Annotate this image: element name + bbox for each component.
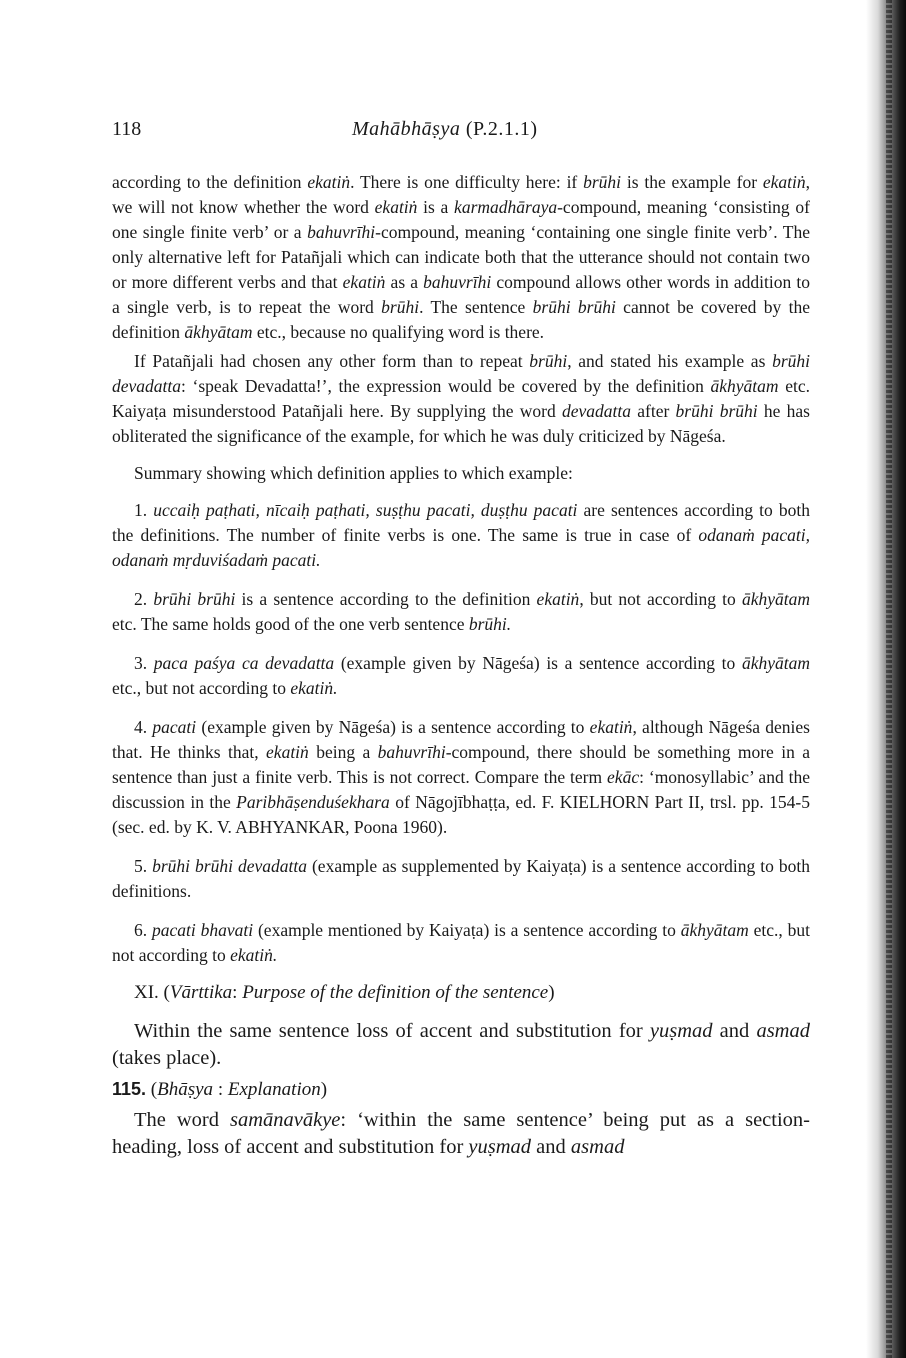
italic-term: ākhyātam <box>710 376 779 396</box>
italic-term: bahuvrīhi <box>377 742 446 762</box>
section-number: 115. <box>112 1079 147 1099</box>
italic-term: brūhi brūhi devadatta <box>152 856 307 876</box>
binding-texture <box>886 0 892 1358</box>
italic-term: brūhi brūhi <box>532 297 616 317</box>
italic-term: brūhi <box>381 297 420 317</box>
page-number: 118 <box>112 118 142 140</box>
list-item: 1. uccaiḥ paṭhati, nīcaiḥ paṭhati, suṣṭhu pacati, duṣṭhu pacati are sentences according to both the definitions. The number of finite verbs is one. The same is true in case of odanaṁ pacati, odanaṁ mṛduviśadaṁ pacati. <box>112 500 810 570</box>
italic-term: ākhyātam <box>680 920 749 940</box>
italic-term: pacati bhavati <box>152 920 254 940</box>
italic-term: Paribhāṣenduśekhara <box>236 792 390 812</box>
italic-term: pacati <box>152 717 197 737</box>
italic-term: asmad <box>756 1020 810 1042</box>
italic-term: ekatiṅ <box>589 717 633 737</box>
running-title-ref: (P.2.1.1) <box>465 118 538 140</box>
page-body <box>112 170 810 1161</box>
bhasya-label: (Bhāṣya : Explanation) <box>146 1079 328 1100</box>
italic-term: Explanation <box>227 1079 321 1100</box>
italic-term: Bhāṣya <box>157 1079 214 1100</box>
list-item: 5. brūhi brūhi devadatta (example as supplemented by Kaiyaṭa) is a sentence according to both definitions. <box>112 856 810 901</box>
paragraph: If Patañjali had chosen any other form than to repeat brūhi, and stated his example as brūhi devadatta: ‘speak Devadatta!’, the expression would be covered by the definition ākhyātam etc. Kaiyaṭa misunderstood Patañjali here. By supplying the word devadatta after brūhi brūhi he has obliterated the significance of the example, for which he was duly criticized by Nāgeśa. <box>112 351 810 446</box>
italic-term: ekatiṅ. <box>230 945 278 965</box>
page-header <box>112 118 812 146</box>
italic-term: bahuvrīhi <box>307 222 376 242</box>
running-title <box>352 118 538 141</box>
italic-term: Purpose of the definition of the sentence <box>242 982 549 1003</box>
italic-term: ekāc <box>607 767 640 787</box>
running-title-work: Mahābhāṣya <box>352 118 461 140</box>
italic-term: devadatta <box>561 401 631 421</box>
bhasya-heading <box>112 1076 810 1103</box>
italic-term: karmadhāraya <box>454 197 558 217</box>
italic-term: ekatiṅ. <box>290 678 338 698</box>
italic-term: samānavākye <box>229 1109 341 1131</box>
italic-term: bahuvrīhi <box>423 272 492 292</box>
italic-term: odanaṁ pacati, odanaṁ mṛduviśadaṁ pacati. <box>112 525 810 570</box>
italic-term: ekatiṅ <box>342 272 386 292</box>
italic-term: paca paśya ca devadatta <box>153 653 335 673</box>
paragraph: Summary showing which definition applies to which example: <box>134 463 573 483</box>
sutra-translation: Within the same sentence loss of accent and substitution for yuṣmad and asmad (takes place). <box>112 1020 810 1069</box>
paragraph: according to the definition ekatiṅ. There is one difficulty here: if brūhi is the example for ekatiṅ, we will not know whether the word ekatiṅ is a karmadhāraya-compound, meaning ‘consisting of one single finite verb’ or a bahuvrīhi-compound, meaning ‘containing one single finite verb’. The only alternative left for Patañjali which can indicate both that the utterance should not contain two or more different verbs and that ekatiṅ as a bahuvrīhi compound allows other words in addition to a single verb, is to repeat the word brūhi. The sentence brūhi brūhi cannot be covered by the definition ākhyātam etc., because no qualifying word is there. <box>112 172 811 342</box>
italic-term: brūhi <box>583 172 622 192</box>
italic-term: uccaiḥ paṭhati, nīcaiḥ paṭhati, suṣṭhu pacati, duṣṭhu pacati <box>153 500 578 520</box>
italic-term: asmad <box>570 1136 625 1158</box>
italic-term: brūhi brūhi <box>675 401 758 421</box>
book-binding-edge <box>866 0 906 1358</box>
italic-term: ekatiṅ <box>374 197 418 217</box>
italic-term: ekatiṅ <box>762 172 806 192</box>
list-item: 4. pacati (example given by Nāgeśa) is a sentence according to ekatiṅ, although Nāgeśa denies that. He thinks that, ekatiṅ being a bahuvrīhi-compound, there should be something more in a sentence than just a finite verb. This is not correct. Compare the term ekāc: ‘monosyllabic’ and the discussion in the Paribhāṣenduśekhara of Nāgojībhaṭṭa, ed. F. KIELHORN Part II, trsl. pp. 154-5 (sec. ed. by K. V. ABHYANKAR, Poona 1960). <box>112 717 810 837</box>
italic-term: yuṣmad <box>649 1020 713 1042</box>
paragraph: The word samānavākye: ‘within the same sentence’ being put as a section-heading, loss of accent and substitution for yuṣmad and asmad <box>112 1109 810 1158</box>
list-item: 2. brūhi brūhi is a sentence according to the definition ekatiṅ, but not according to ākhyātam etc. The same holds good of the one verb sentence brūhi. <box>112 589 810 634</box>
italic-term: brūhi <box>529 351 568 371</box>
italic-term: brūhi. <box>468 614 512 634</box>
italic-term: ākhyātam <box>741 589 810 609</box>
italic-term: brūhi brūhi <box>153 589 236 609</box>
italic-term: ākhyātam <box>741 653 810 673</box>
italic-term: ekatiṅ <box>266 742 309 762</box>
italic-term: ekatiṅ <box>307 172 351 192</box>
italic-term: ekatiṅ <box>536 589 580 609</box>
list-item: 6. pacati bhavati (example mentioned by Kaiyaṭa) is a sentence according to ākhyātam etc., but not according to ekatiṅ. <box>112 920 811 965</box>
italic-term: Vārttika <box>169 982 233 1003</box>
italic-term: yuṣmad <box>468 1136 532 1158</box>
list-item: 3. paca paśya ca devadatta (example given by Nāgeśa) is a sentence according to ākhyātam etc., but not according to ekatiṅ. <box>112 653 810 698</box>
section-heading: XI. (Vārttika: Purpose of the definition of the sentence) <box>134 982 555 1003</box>
italic-term: brūhi devadatta <box>112 351 810 396</box>
italic-term: ākhyātam <box>184 322 253 342</box>
